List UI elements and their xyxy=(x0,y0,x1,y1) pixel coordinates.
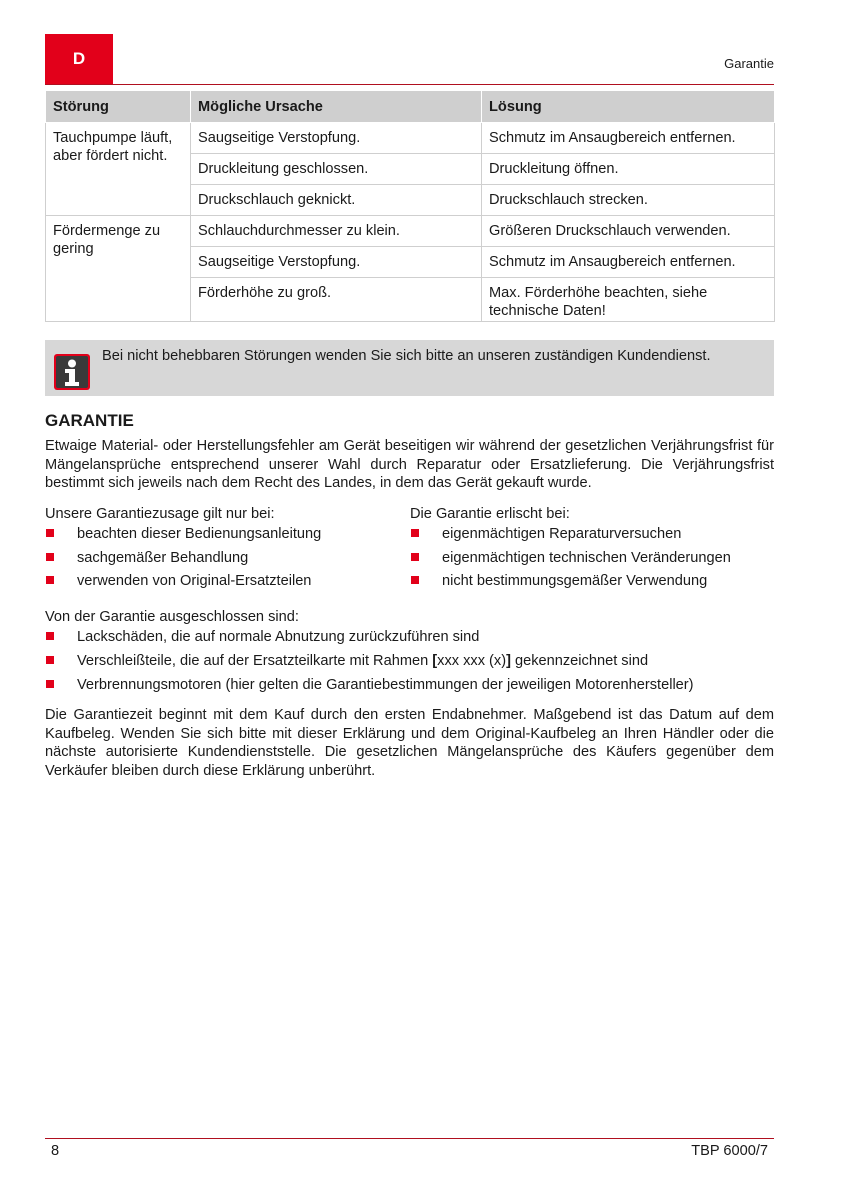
list-title: Von der Garantie ausgeschlossen sind: xyxy=(45,609,299,625)
problem-cell: Tauchpumpe läuft, aber fördert nicht. xyxy=(46,123,191,216)
list-title: Unsere Garantiezusage gilt nur bei: xyxy=(45,506,275,522)
column-header: Störung xyxy=(46,91,191,123)
list-item xyxy=(410,525,731,549)
troubleshooting-table xyxy=(45,90,775,322)
list-item-text: verwenden von Original-Ersatzteilen xyxy=(77,573,312,589)
info-icon xyxy=(54,354,90,390)
list-item xyxy=(45,525,321,549)
warranty-valid-list xyxy=(45,505,321,596)
list-item xyxy=(45,652,694,676)
list-item xyxy=(45,676,694,700)
bracket-open: [ xyxy=(432,653,438,669)
warranty-intro: Etwaige Material- oder Herstellungsfehler am Gerät beseitigen wir während der gesetzlichen Verjährungsfrist für Mängelansprüche entsprechend unserer Wahl durch Reparatur oder Ersatzlieferung. Die Verjährungsfrist bestimmt sich jeweils nach dem Recht des Landes, in dem das Gerät gekauft wurde. xyxy=(45,438,774,491)
warranty-outro: Die Garantiezeit beginnt mit dem Kauf durch den ersten Endabnehmer. Maßgebend ist das Datum auf dem Kaufbeleg. Wenden Sie sich bitte mit dieser Erklärung und dem Original-Kaufbeleg an Ihren Händler oder die nächste autorisierte Kundendienststelle. Die gesetzlichen Mängelansprüche des Käufers gegenüber dem Verkäufer bleiben durch diese Erklärung unberührt. xyxy=(45,707,774,779)
bracket-close: ] xyxy=(506,653,511,669)
bullet-square-icon xyxy=(46,576,54,584)
list-item-text: nicht bestimmungsgemäßer Verwendung xyxy=(442,573,708,589)
cause-cell: Saugseitige Verstopfung. xyxy=(191,247,482,278)
header-divider xyxy=(45,84,774,85)
table-row xyxy=(46,123,775,154)
cause-cell: Saugseitige Verstopfung. xyxy=(191,123,482,154)
bullet-square-icon xyxy=(46,632,54,640)
table-row xyxy=(46,216,775,247)
list-item-text: sachgemäßer Behandlung xyxy=(77,549,249,566)
bullet-square-icon xyxy=(411,529,419,537)
bullet-square-icon xyxy=(46,656,54,664)
page-header-title: Garantie xyxy=(724,56,774,71)
list-item-text: eigenmächtigen Reparaturversuchen xyxy=(442,526,682,542)
cause-cell: Förderhöhe zu groß. xyxy=(191,278,482,322)
cause-cell: Druckschlauch geknickt. xyxy=(191,185,482,216)
text-segment: Verschleißteile, die auf der Ersatzteilkarte mit Rahmen xyxy=(77,653,433,669)
list-title: Die Garantie erlischt bei: xyxy=(410,506,570,522)
bullet-square-icon xyxy=(411,553,419,561)
list-item-text: Lackschäden, die auf normale Abnutzung zurückzuführen sind xyxy=(77,629,480,645)
column-header: Lösung xyxy=(482,91,775,123)
warranty-void-list xyxy=(410,505,731,596)
cause-cell: Druckleitung geschlossen. xyxy=(191,154,482,185)
language-label: D xyxy=(72,49,86,68)
table-header-row xyxy=(46,91,775,123)
part-code: xxx xxx (x) xyxy=(437,653,507,669)
list-item xyxy=(410,549,731,573)
language-tab xyxy=(45,34,113,84)
cause-cell: Schlauchdurchmesser zu klein. xyxy=(191,216,482,247)
list-item-text: beachten dieser Bedienungsanleitung xyxy=(77,526,322,542)
list-item-text: eigenmächtigen technischen Veränderungen xyxy=(442,549,731,566)
model-name: TBP 6000/7 xyxy=(691,1143,768,1159)
list-item xyxy=(45,572,321,596)
solution-cell: Schmutz im Ansaugbereich entfernen. xyxy=(482,247,775,278)
info-note xyxy=(45,340,774,396)
bullet-square-icon xyxy=(411,576,419,584)
list-item-text xyxy=(77,653,648,669)
list-item xyxy=(410,572,731,596)
list-item xyxy=(45,628,694,652)
text-segment: gekennzeichnet sind xyxy=(510,653,649,669)
list-item xyxy=(45,549,321,573)
column-header: Mögliche Ursache xyxy=(191,91,482,123)
solution-cell: Schmutz im Ansaugbereich entfernen. xyxy=(482,123,775,154)
info-text: Bei nicht behebbaren Störungen wenden Sie sich bitte an unseren zuständigen Kundendienst. xyxy=(102,348,711,364)
list-item-text: Verbrennungsmotoren (hier gelten die Garantiebestimmungen der jeweiligen Motorenhersteller) xyxy=(77,677,694,693)
bullet-square-icon xyxy=(46,529,54,537)
solution-cell: Größeren Druckschlauch verwenden. xyxy=(482,216,775,247)
bullet-square-icon xyxy=(46,680,54,688)
solution-cell: Druckschlauch strecken. xyxy=(482,185,775,216)
bullet-square-icon xyxy=(46,553,54,561)
section-heading: GARANTIE xyxy=(45,411,134,430)
page-number: 8 xyxy=(51,1143,60,1159)
problem-cell: Fördermenge zu gering xyxy=(46,216,191,322)
solution-cell: Druckleitung öffnen. xyxy=(482,154,775,185)
warranty-excluded-list xyxy=(45,608,694,700)
solution-cell: Max. Förderhöhe beachten, siehe technische Daten! xyxy=(482,278,775,322)
footer-divider xyxy=(45,1138,774,1139)
